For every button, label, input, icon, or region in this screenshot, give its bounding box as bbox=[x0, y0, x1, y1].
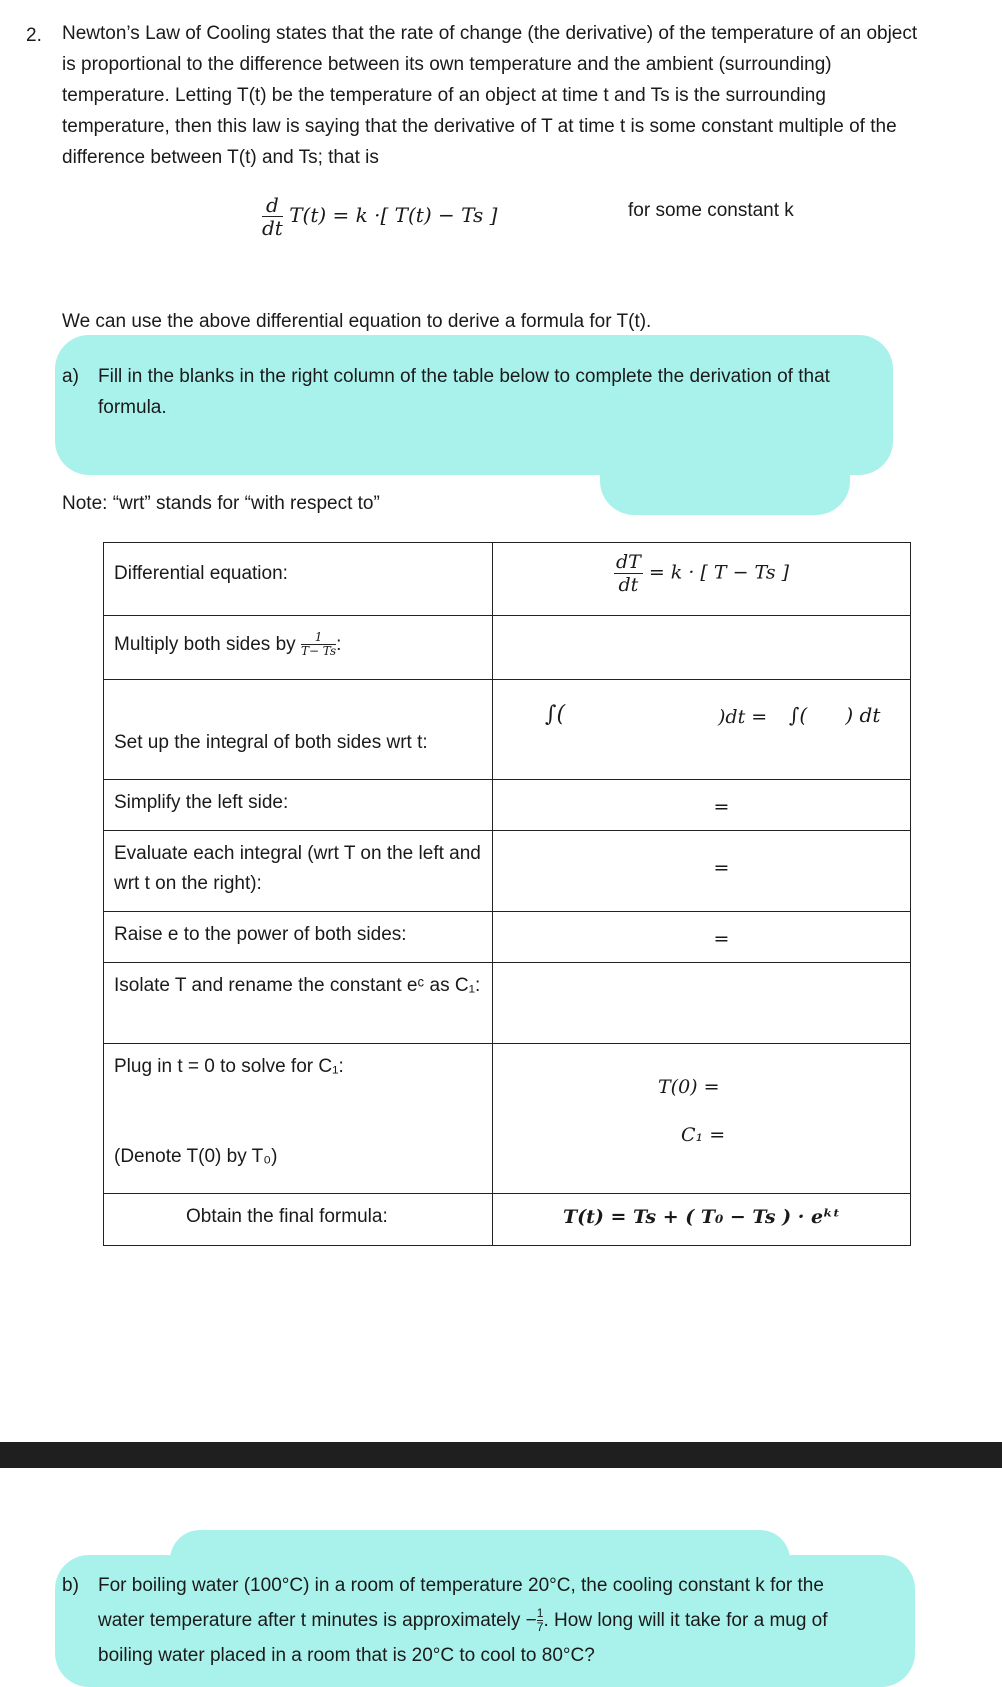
step-cell bbox=[104, 1194, 493, 1246]
equation-derivative bbox=[262, 194, 283, 239]
part-a-text: Fill in the blanks in the right column of the table below to complete the derivation of that formula. bbox=[98, 366, 830, 418]
table-row bbox=[104, 680, 911, 780]
part-b-frac-den: 7 bbox=[536, 1620, 544, 1635]
equation-derivative-den: dt bbox=[262, 216, 283, 240]
derive-text: We can use the above differential equation to derive a formula for T(t). bbox=[62, 311, 652, 332]
problem-number: 2. bbox=[26, 25, 42, 46]
work-differential-equation bbox=[503, 551, 900, 596]
step-label: Simplify the left side: bbox=[114, 792, 289, 813]
final-formula: T(t) = Ts + ( T₀ − Ts ) · eᵏᵗ bbox=[562, 1206, 841, 1228]
work-cell[interactable] bbox=[493, 1044, 911, 1194]
table-row bbox=[104, 1194, 911, 1246]
work-t0: T(0) = bbox=[658, 1076, 720, 1098]
part-b-line-2a: water temperature after t minutes is approximately − bbox=[98, 1610, 537, 1631]
problem-intro: Newton’s Law of Cooling states that the rate of change (the derivative) of the temperature of an object is proportional to the difference between its own temperature and the ambient (surrounding) temperature. Letting T(t) be the temperature of an object at time t and Ts is the surrounding temperature, then this law is saying that the derivative of T at time t is some constant multiple of the difference between T(t) and Ts; that is bbox=[62, 23, 918, 168]
integral-mid: )dt = bbox=[718, 706, 768, 728]
step-label: Differential equation: bbox=[114, 563, 288, 584]
step-note: (Denote T(0) by T₀) bbox=[114, 1146, 278, 1167]
work-cell[interactable] bbox=[493, 912, 911, 963]
integral-right: ∫( ) dt bbox=[789, 703, 881, 727]
step-cell bbox=[104, 543, 493, 616]
part-a-note: Note: “wrt” stands for “with respect to” bbox=[62, 493, 380, 514]
work-equals: = bbox=[713, 928, 730, 950]
step-label bbox=[114, 624, 482, 660]
table-row bbox=[104, 1044, 911, 1194]
step-label: Set up the integral of both sides wrt t: bbox=[114, 732, 428, 753]
step-cell bbox=[104, 831, 493, 912]
highlight-part-a-tail bbox=[600, 420, 850, 515]
step-cell bbox=[104, 680, 493, 780]
part-b-line-2b: . How long will it take for a mug of bbox=[543, 1610, 828, 1631]
step-suffix: : bbox=[336, 634, 342, 655]
derivation-table bbox=[103, 542, 911, 1246]
step-fraction bbox=[301, 631, 336, 658]
table-row bbox=[104, 616, 911, 680]
step-cell bbox=[104, 912, 493, 963]
work-cell[interactable] bbox=[493, 780, 911, 831]
work-num: dT bbox=[615, 551, 641, 573]
step-label: Plug in t = 0 to solve for C₁: bbox=[114, 1056, 344, 1077]
work-cell-blank[interactable] bbox=[493, 963, 911, 1044]
work-cell[interactable] bbox=[493, 680, 911, 780]
step-label: Evaluate each integral (wrt T on the left and wrt t on the right): bbox=[114, 843, 481, 894]
equation-note: for some constant k bbox=[628, 200, 794, 221]
step-label: Raise e to the power of both sides: bbox=[114, 924, 407, 945]
step-cell bbox=[104, 963, 493, 1044]
step-label: Obtain the final formula: bbox=[186, 1206, 388, 1227]
work-cell bbox=[493, 543, 911, 616]
work-cell[interactable] bbox=[493, 831, 911, 912]
table-row bbox=[104, 543, 911, 616]
table-row bbox=[104, 912, 911, 963]
integral-left: ∫( bbox=[545, 702, 566, 727]
work-rhs: = k · [ T − Ts ] bbox=[648, 561, 790, 584]
equation bbox=[262, 194, 497, 239]
integral-setup bbox=[503, 688, 900, 768]
work-cell-blank[interactable] bbox=[493, 616, 911, 680]
part-b-line-1: For boiling water (100°C) in a room of temperature 20°C, the cooling constant k for the bbox=[98, 1575, 824, 1596]
part-b-line-2 bbox=[98, 1603, 918, 1638]
step-prefix: Multiply both sides by bbox=[114, 634, 296, 655]
part-a-label: a) bbox=[62, 366, 79, 387]
table-row bbox=[104, 780, 911, 831]
equation-derivative-num: d bbox=[262, 194, 283, 217]
part-b-line-3: boiling water placed in a room that is 20°C to cool to 80°C? bbox=[98, 1645, 595, 1666]
table-row bbox=[104, 963, 911, 1044]
step-label: Isolate T and rename the constant eᶜ as C₁: bbox=[114, 975, 481, 996]
part-b-text bbox=[98, 1568, 918, 1673]
step-cell bbox=[104, 1044, 493, 1194]
work-equals: = bbox=[713, 857, 730, 879]
work-c1: C₁ = bbox=[681, 1124, 726, 1146]
step-frac-num: 1 bbox=[301, 631, 336, 645]
table-row bbox=[104, 831, 911, 912]
equation-rhs: T(t) = k ·[ T(t) − Ts ] bbox=[289, 203, 498, 227]
work-equals: = bbox=[713, 796, 730, 818]
step-frac-den: T− Ts bbox=[300, 644, 337, 659]
work-cell bbox=[493, 1194, 911, 1246]
part-b-frac-num: 1 bbox=[536, 1606, 544, 1621]
step-cell bbox=[104, 780, 493, 831]
step-cell bbox=[104, 616, 493, 680]
work-den: dt bbox=[618, 574, 639, 596]
divider-bar bbox=[0, 1442, 1002, 1468]
part-b-label: b) bbox=[62, 1575, 79, 1596]
